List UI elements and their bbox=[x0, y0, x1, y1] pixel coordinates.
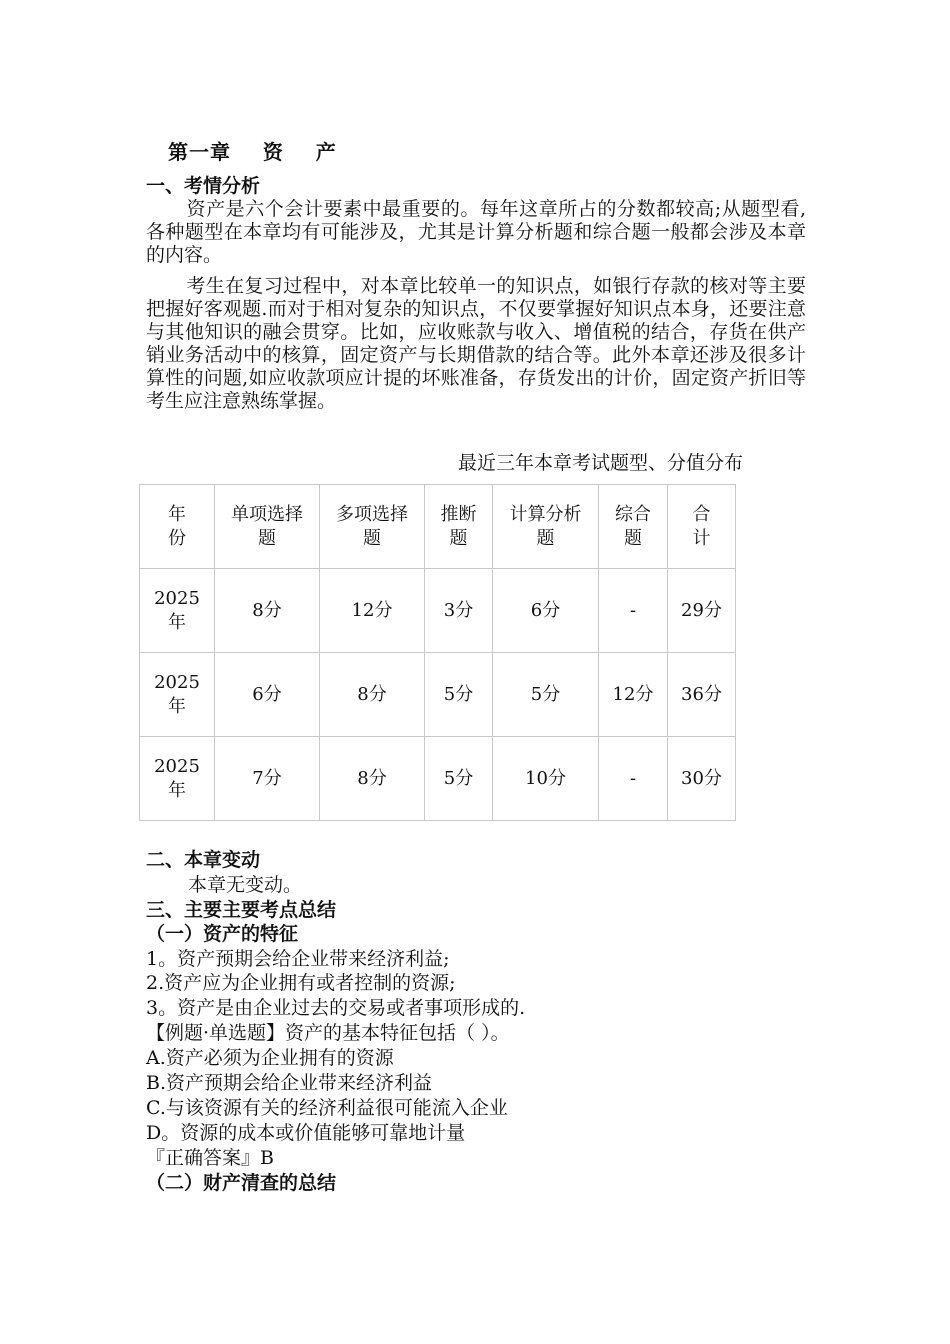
table-cell: 36分 bbox=[668, 653, 736, 737]
option-item: A.资产必须为企业拥有的资源 bbox=[146, 1047, 394, 1069]
table-cell: 8分 bbox=[320, 737, 425, 821]
option-item: D。资源的成本或价值能够可靠地计量 bbox=[146, 1122, 466, 1144]
table-cell: 30分 bbox=[668, 737, 736, 821]
year-text: 2025 bbox=[154, 587, 200, 609]
table-cell: 6分 bbox=[215, 653, 320, 737]
option-item: B.资产预期会给企业带来经济利益 bbox=[146, 1072, 433, 1094]
header-text: 题 bbox=[363, 527, 381, 549]
header-text: 题 bbox=[624, 527, 642, 549]
year-cell bbox=[140, 653, 215, 737]
year-text: 2025 bbox=[154, 671, 200, 693]
section-heading-changes: 二、本章变动 bbox=[146, 849, 261, 871]
score-distribution-table bbox=[139, 484, 736, 821]
year-text: 年 bbox=[168, 611, 186, 633]
option-item: C.与该资源有关的经济利益很可能流入企业 bbox=[146, 1097, 508, 1119]
subheading-asset-features: （一）资产的特征 bbox=[146, 923, 299, 945]
table-cell: 6分 bbox=[493, 569, 599, 653]
header-cell-calculation bbox=[493, 485, 599, 569]
header-cell-multi-choice bbox=[320, 485, 425, 569]
header-cell-comprehensive bbox=[599, 485, 668, 569]
table-cell: - bbox=[599, 737, 668, 821]
analysis-paragraph-1 bbox=[146, 198, 806, 267]
header-cell-year bbox=[140, 485, 215, 569]
section-heading-analysis: 一、考情分析 bbox=[146, 175, 261, 197]
table-cell: 5分 bbox=[493, 653, 599, 737]
header-text: 综合 bbox=[615, 503, 651, 525]
header-text: 题 bbox=[258, 527, 276, 549]
changes-text: 本章无变动。 bbox=[188, 874, 303, 896]
header-text: 年 bbox=[168, 503, 186, 525]
table-row bbox=[140, 737, 736, 821]
table-cell: 8分 bbox=[320, 653, 425, 737]
header-cell-total bbox=[668, 485, 736, 569]
table-cell: 5分 bbox=[425, 653, 493, 737]
list-item: 1。资产预期会给企业带来经济利益; bbox=[146, 948, 450, 970]
table-cell: 3分 bbox=[425, 569, 493, 653]
header-text: 题 bbox=[449, 527, 468, 549]
table-row bbox=[140, 653, 736, 737]
table-cell: 29分 bbox=[668, 569, 736, 653]
table-cell: 7分 bbox=[215, 737, 320, 821]
table-cell: 5分 bbox=[425, 737, 493, 821]
header-cell-judgement bbox=[425, 485, 493, 569]
header-text: 推断 bbox=[440, 503, 477, 525]
header-text: 合 bbox=[692, 503, 711, 525]
header-text: 单项选择 bbox=[231, 503, 303, 525]
analysis-paragraph-2 bbox=[146, 275, 806, 413]
header-text: 题 bbox=[536, 527, 555, 549]
year-cell bbox=[140, 737, 215, 821]
list-item: 3。资产是由企业过去的交易或者事项形成的. bbox=[146, 997, 526, 1019]
table-row bbox=[140, 569, 736, 653]
list-item: 2.资产应为企业拥有或者控制的资源; bbox=[146, 972, 456, 994]
chapter-title: 第一章 资 产 bbox=[168, 140, 337, 164]
table-cell: 10分 bbox=[493, 737, 599, 821]
header-text: 计算分析 bbox=[509, 503, 582, 525]
year-text: 年 bbox=[168, 779, 186, 801]
header-text: 多项选择 bbox=[336, 503, 408, 525]
section-heading-key-points: 三、主要主要考点总结 bbox=[146, 899, 337, 921]
table-caption: 最近三年本章考试题型、分值分布 bbox=[458, 452, 744, 474]
year-text: 年 bbox=[168, 695, 186, 717]
analysis-paragraph-1-text: 资产是六个会计要素中最重要的。每年这章所占的分数都较高;从题型看,各种题型在本章均有可能涉及，尤其是计算分析题和综合题一般都会涉及本章的内容。 bbox=[146, 198, 806, 266]
example-question: 【例题·单选题】资产的基本特征包括（ ）。 bbox=[146, 1022, 510, 1044]
table-cell: - bbox=[599, 569, 668, 653]
header-text: 计 bbox=[692, 527, 711, 549]
year-cell bbox=[140, 569, 215, 653]
subheading-property-inventory: （二）财产清查的总结 bbox=[146, 1172, 337, 1194]
table-cell: 8分 bbox=[215, 569, 320, 653]
year-text: 2025 bbox=[154, 755, 200, 777]
table-cell: 12分 bbox=[320, 569, 425, 653]
table-header-row bbox=[140, 485, 736, 569]
analysis-paragraph-2-text: 考生在复习过程中，对本章比较单一的知识点，如银行存款的核对等主要把握好客观题.而对于相对复杂的知识点，不仅要掌握好知识点本身，还要注意与其他知识的融会贯穿。比如，应收账款与收入、增值税的结合，存货在供产销业务活动中的核算，固定资产与长期借款的结合等。此外本章还涉及很多计算性的问题,如应收款项应计提的坏账准备，存货发出的计价，固定资产折旧等考生应注意熟练掌握。 bbox=[146, 275, 806, 412]
header-cell-single-choice bbox=[215, 485, 320, 569]
table-cell: 12分 bbox=[599, 653, 668, 737]
correct-answer: 『正确答案』B bbox=[146, 1147, 274, 1169]
header-text: 份 bbox=[168, 527, 186, 549]
